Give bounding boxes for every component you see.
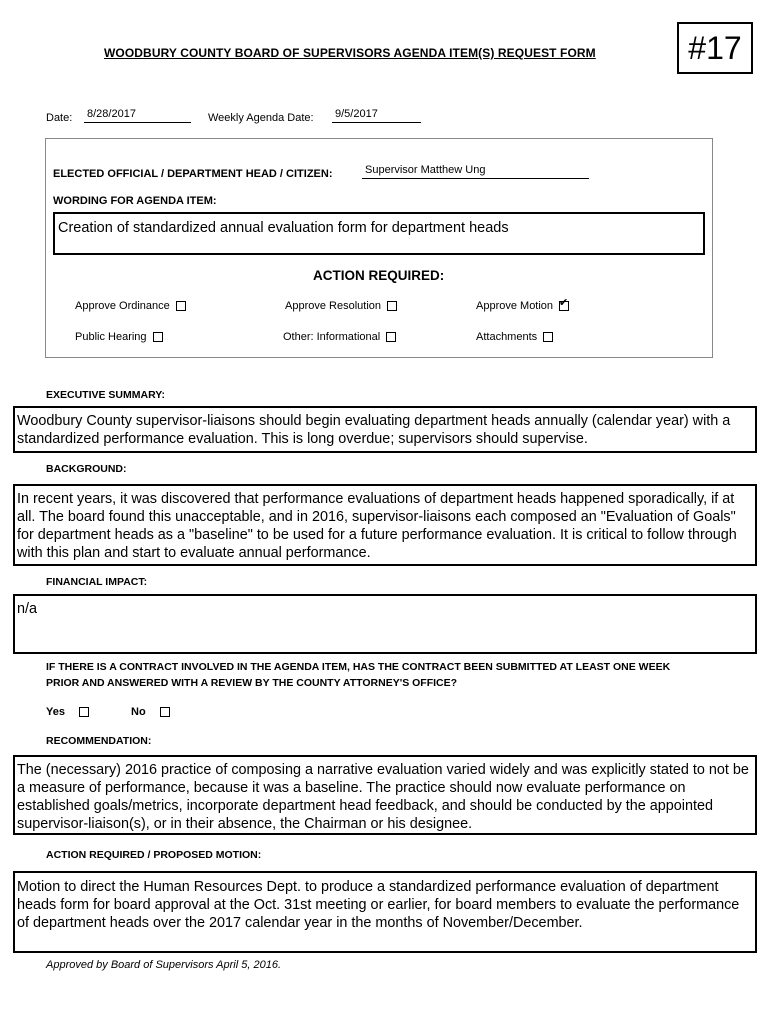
checkbox-public-hearing[interactable] [153,332,163,342]
recommendation-label: RECOMMENDATION: [46,735,152,747]
option-approve-motion[interactable]: Approve Motion✔ [476,300,569,312]
date-field[interactable]: 8/28/2017 [84,108,191,123]
background-field[interactable]: In recent years, it was discovered that performance evaluations of department heads happened sporadically, if at all. The board found this unacceptable, and in 2016, supervisor-liaisons each composed an "Evaluation of Goals" for department heads as a "baseline" to be used for a future performance evaluation. It is critical to follow through with this plan and start to evaluate annual performance. [13,484,757,566]
checkbox-contract-no[interactable] [160,707,170,717]
checkbox-other-informational[interactable] [386,332,396,342]
option-approve-ordinance[interactable]: Approve Ordinance [75,300,186,312]
wording-label: WORDING FOR AGENDA ITEM: [53,195,217,207]
checkbox-approve-motion[interactable] [559,301,569,311]
option-public-hearing[interactable]: Public Hearing [75,331,163,343]
proposed-motion-field[interactable]: Motion to direct the Human Resources Dept. to produce a standardized performance evaluation of department heads form for board approval at the Oct. 31st meeting or earlier, for board members to evaluate the performance of department heads over the 2017 calendar year in the months of November/December. [13,871,757,953]
date-label: Date: [46,112,73,124]
checkbox-contract-yes[interactable] [79,707,89,717]
executive-summary-field[interactable]: Woodbury County supervisor-liaisons should begin evaluating department heads annually (calendar year) with a standardized performance evaluation. This is long overdue; supervisors should supervise. [13,406,757,453]
background-label: BACKGROUND: [46,463,127,475]
approval-note: Approved by Board of Supervisors April 5, 2016. [46,959,282,971]
checkbox-approve-resolution[interactable] [387,301,397,311]
contract-no-option[interactable]: No [131,706,170,718]
weekly-agenda-date-field[interactable]: 9/5/2017 [332,108,421,123]
checkbox-attachments[interactable] [543,332,553,342]
action-required-title: ACTION REQUIRED: [313,268,445,283]
option-other-informational[interactable]: Other: Informational [283,331,396,343]
weekly-agenda-date-label: Weekly Agenda Date: [208,112,314,124]
form-title: WOODBURY COUNTY BOARD OF SUPERVISORS AGENDA ITEM(S) REQUEST FORM [104,46,596,60]
financial-impact-field[interactable]: n/a [13,594,757,654]
contract-yes-option[interactable]: Yes [46,706,89,718]
executive-summary-label: EXECUTIVE SUMMARY: [46,389,166,401]
recommendation-field[interactable]: The (necessary) 2016 practice of composing a narrative evaluation varied widely and was explicitly stated to not be a measure of performance, because it was a baseline. The practice should now evaluate performance on established goals/metrics, incorporate department head feedback, and should be conducted by the appointed supervisor-liaison(s), or in their absence, the Chairman or his designee. [13,755,757,835]
official-label: ELECTED OFFICIAL / DEPARTMENT HEAD / CITIZEN: [53,168,333,180]
official-field[interactable]: Supervisor Matthew Ung [362,164,589,179]
contract-question-line1: IF THERE IS A CONTRACT INVOLVED IN THE AGENDA ITEM, HAS THE CONTRACT BEEN SUBMITTED AT LEAST ONE WEEK [46,661,671,673]
agenda-item-number: #17 [677,22,753,74]
wording-field[interactable]: Creation of standardized annual evaluation form for department heads [53,212,705,255]
checkbox-approve-ordinance[interactable] [176,301,186,311]
contract-question-line2: PRIOR AND ANSWERED WITH A REVIEW BY THE COUNTY ATTORNEY'S OFFICE? [46,677,458,689]
proposed-motion-label: ACTION REQUIRED / PROPOSED MOTION: [46,849,262,861]
option-attachments[interactable]: Attachments [476,331,553,343]
financial-impact-label: FINANCIAL IMPACT: [46,576,148,588]
option-approve-resolution[interactable]: Approve Resolution [285,300,397,312]
